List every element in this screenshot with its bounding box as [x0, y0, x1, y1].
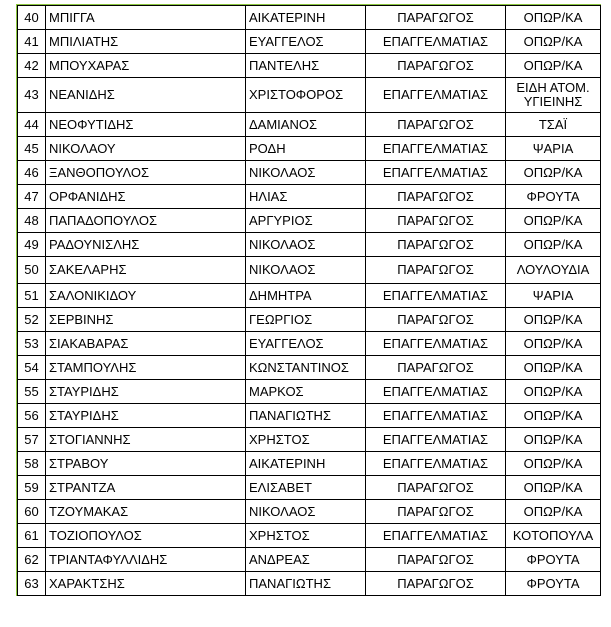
- category-cell: ΠΑΡΑΓΩΓΟΣ: [366, 6, 506, 30]
- surname-cell: ΟΡΦΑΝΙΔΗΣ: [46, 185, 246, 209]
- product-cell: ΨΑΡΙΑ: [506, 284, 601, 308]
- product-cell: ΟΠΩΡ/ΚΑ: [506, 209, 601, 233]
- product-line: ΕΙΔΗ ΑΤΟΜ.: [516, 80, 590, 95]
- category-cell: ΕΠΑΓΓΕΛΜΑΤΙΑΣ: [366, 30, 506, 54]
- table-row: [18, 428, 601, 452]
- row-number-cell: 41: [18, 30, 46, 54]
- table-row: [18, 308, 601, 332]
- product-cell: ΟΠΩΡ/ΚΑ: [506, 476, 601, 500]
- category-cell: ΕΠΑΓΓΕΛΜΑΤΙΑΣ: [366, 380, 506, 404]
- row-number-cell: 44: [18, 113, 46, 137]
- category-cell: ΠΑΡΑΓΩΓΟΣ: [366, 548, 506, 572]
- surname-cell: ΣΤΡΑΝΤΖΑ: [46, 476, 246, 500]
- first-name-cell: ΔΑΜΙΑΝΟΣ: [246, 113, 366, 137]
- table-row: [18, 233, 601, 257]
- row-number-cell: 61: [18, 524, 46, 548]
- product-cell: ΟΠΩΡ/ΚΑ: [506, 356, 601, 380]
- first-name-cell: ΓΕΩΡΓΙΟΣ: [246, 308, 366, 332]
- first-name-cell: ΧΡΙΣΤΟΦΟΡΟΣ: [246, 78, 366, 113]
- first-name-cell: ΝΙΚΟΛΑΟΣ: [246, 500, 366, 524]
- surname-cell: ΤΖΟΥΜΑΚΑΣ: [46, 500, 246, 524]
- row-number-cell: 57: [18, 428, 46, 452]
- category-cell: ΕΠΑΓΓΕΛΜΑΤΙΑΣ: [366, 332, 506, 356]
- surname-cell: ΠΑΠΑΔΟΠΟΥΛΟΣ: [46, 209, 246, 233]
- row-number-cell: 48: [18, 209, 46, 233]
- surname-cell: ΣΤΟΓΙΑΝΝΗΣ: [46, 428, 246, 452]
- category-cell: ΠΑΡΑΓΩΓΟΣ: [366, 113, 506, 137]
- table-row: [18, 476, 601, 500]
- row-number-cell: 46: [18, 161, 46, 185]
- product-cell: ΟΠΩΡ/ΚΑ: [506, 452, 601, 476]
- product-cell: ΟΠΩΡ/ΚΑ: [506, 404, 601, 428]
- product-cell: ΟΠΩΡ/ΚΑ: [506, 54, 601, 78]
- table-row: [18, 284, 601, 308]
- row-number-cell: 54: [18, 356, 46, 380]
- product-cell: ΟΠΩΡ/ΚΑ: [506, 380, 601, 404]
- first-name-cell: ΑΙΚΑΤΕΡΙΝΗ: [246, 6, 366, 30]
- first-name-cell: ΔΗΜΗΤΡΑ: [246, 284, 366, 308]
- surname-cell: ΝΙΚΟΛΑΟΥ: [46, 137, 246, 161]
- surname-cell: ΤΡΙΑΝΤΑΦΥΛΛΙΔΗΣ: [46, 548, 246, 572]
- row-number-cell: 49: [18, 233, 46, 257]
- first-name-cell: ΑΝΔΡΕΑΣ: [246, 548, 366, 572]
- table-row: [18, 257, 601, 284]
- table-row: [18, 356, 601, 380]
- row-number-cell: 42: [18, 54, 46, 78]
- table-row: [18, 452, 601, 476]
- first-name-cell: ΠΑΝΑΓΙΩΤΗΣ: [246, 572, 366, 596]
- table-row: [18, 548, 601, 572]
- first-name-cell: ΧΡΗΣΤΟΣ: [246, 428, 366, 452]
- category-cell: ΠΑΡΑΓΩΓΟΣ: [366, 257, 506, 284]
- product-cell: [506, 78, 601, 113]
- category-cell: ΠΑΡΑΓΩΓΟΣ: [366, 308, 506, 332]
- first-name-cell: ΝΙΚΟΛΑΟΣ: [246, 257, 366, 284]
- category-cell: ΕΠΑΓΓΕΛΜΑΤΙΑΣ: [366, 284, 506, 308]
- surname-cell: ΞΑΝΘΟΠΟΥΛΟΣ: [46, 161, 246, 185]
- product-cell: ΟΠΩΡ/ΚΑ: [506, 428, 601, 452]
- category-cell: ΠΑΡΑΓΩΓΟΣ: [366, 572, 506, 596]
- product-cell: ΟΠΩΡ/ΚΑ: [506, 6, 601, 30]
- first-name-cell: ΠΑΝΤΕΛΗΣ: [246, 54, 366, 78]
- first-name-cell: ΑΡΓΥΡΙΟΣ: [246, 209, 366, 233]
- row-number-cell: 56: [18, 404, 46, 428]
- first-name-cell: ΕΥΑΓΓΕΛΟΣ: [246, 30, 366, 54]
- table-row: [18, 500, 601, 524]
- first-name-cell: ΝΙΚΟΛΑΟΣ: [246, 161, 366, 185]
- row-number-cell: 62: [18, 548, 46, 572]
- table-frame: [16, 4, 601, 596]
- row-number-cell: 47: [18, 185, 46, 209]
- row-number-cell: 50: [18, 257, 46, 284]
- row-number-cell: 58: [18, 452, 46, 476]
- table-row: [18, 524, 601, 548]
- product-line: ΥΓΙΕΙΝΗΣ: [523, 94, 583, 109]
- product-cell: ΟΠΩΡ/ΚΑ: [506, 308, 601, 332]
- table-row: [18, 209, 601, 233]
- table-row: [18, 113, 601, 137]
- surname-cell: ΜΠΙΓΓΑ: [46, 6, 246, 30]
- table-row: [18, 78, 601, 113]
- first-name-cell: ΡΟΔΗ: [246, 137, 366, 161]
- table-row: [18, 6, 601, 30]
- surname-cell: ΣΤΡΑΒΟΥ: [46, 452, 246, 476]
- table-row: [18, 380, 601, 404]
- product-cell: ΟΠΩΡ/ΚΑ: [506, 30, 601, 54]
- product-cell: ΦΡΟΥΤΑ: [506, 572, 601, 596]
- product-cell: ΦΡΟΥΤΑ: [506, 185, 601, 209]
- category-cell: ΠΑΡΑΓΩΓΟΣ: [366, 233, 506, 257]
- first-name-cell: ΜΑΡΚΟΣ: [246, 380, 366, 404]
- row-number-cell: 40: [18, 6, 46, 30]
- surname-cell: ΣΕΡΒΙΝΗΣ: [46, 308, 246, 332]
- first-name-cell: ΚΩΝΣΤΑΝΤΙΝΟΣ: [246, 356, 366, 380]
- surname-cell: ΣΙΑΚΑΒΑΡΑΣ: [46, 332, 246, 356]
- first-name-cell: ΑΙΚΑΤΕΡΙΝΗ: [246, 452, 366, 476]
- surname-cell: ΧΑΡΑΚΤΣΗΣ: [46, 572, 246, 596]
- vendor-table-body: [18, 6, 601, 596]
- row-number-cell: 52: [18, 308, 46, 332]
- category-cell: ΕΠΑΓΓΕΛΜΑΤΙΑΣ: [366, 428, 506, 452]
- row-number-cell: 43: [18, 78, 46, 113]
- category-cell: ΕΠΑΓΓΕΛΜΑΤΙΑΣ: [366, 78, 506, 113]
- product-cell: ΛΟΥΛΟΥΔΙΑ: [506, 257, 601, 284]
- row-number-cell: 51: [18, 284, 46, 308]
- surname-cell: ΣΑΚΕΛΑΡΗΣ: [46, 257, 246, 284]
- first-name-cell: ΠΑΝΑΓΙΩΤΗΣ: [246, 404, 366, 428]
- row-number-cell: 63: [18, 572, 46, 596]
- table-row: [18, 332, 601, 356]
- row-number-cell: 59: [18, 476, 46, 500]
- category-cell: ΠΑΡΑΓΩΓΟΣ: [366, 185, 506, 209]
- category-cell: ΕΠΑΓΓΕΛΜΑΤΙΑΣ: [366, 524, 506, 548]
- product-cell: ΦΡΟΥΤΑ: [506, 548, 601, 572]
- category-cell: ΕΠΑΓΓΕΛΜΑΤΙΑΣ: [366, 452, 506, 476]
- category-cell: ΠΑΡΑΓΩΓΟΣ: [366, 54, 506, 78]
- row-number-cell: 53: [18, 332, 46, 356]
- surname-cell: ΣΑΛΟΝΙΚΙΔΟΥ: [46, 284, 246, 308]
- table-row: [18, 404, 601, 428]
- row-number-cell: 60: [18, 500, 46, 524]
- product-cell: ΚΟΤΟΠΟΥΛΑ: [506, 524, 601, 548]
- category-cell: ΠΑΡΑΓΩΓΟΣ: [366, 356, 506, 380]
- row-number-cell: 45: [18, 137, 46, 161]
- table-row: [18, 54, 601, 78]
- table-row: [18, 572, 601, 596]
- first-name-cell: ΕΛΙΣΑΒΕΤ: [246, 476, 366, 500]
- product-cell: ΨΑΡΙΑ: [506, 137, 601, 161]
- category-cell: ΠΑΡΑΓΩΓΟΣ: [366, 476, 506, 500]
- category-cell: ΕΠΑΓΓΕΛΜΑΤΙΑΣ: [366, 161, 506, 185]
- surname-cell: ΜΠΟΥΧΑΡΑΣ: [46, 54, 246, 78]
- surname-cell: ΣΤΑΥΡΙΔΗΣ: [46, 404, 246, 428]
- product-cell: ΤΣΑΪ: [506, 113, 601, 137]
- vendor-table: [17, 5, 601, 596]
- category-cell: ΕΠΑΓΓΕΛΜΑΤΙΑΣ: [366, 404, 506, 428]
- first-name-cell: ΕΥΑΓΓΕΛΟΣ: [246, 332, 366, 356]
- product-cell: ΟΠΩΡ/ΚΑ: [506, 332, 601, 356]
- product-cell: ΟΠΩΡ/ΚΑ: [506, 500, 601, 524]
- surname-cell: ΡΑΔΟΥΝΙΣΛΗΣ: [46, 233, 246, 257]
- surname-cell: ΣΤΑΥΡΙΔΗΣ: [46, 380, 246, 404]
- table-row: [18, 185, 601, 209]
- surname-cell: ΣΤΑΜΠΟΥΛΗΣ: [46, 356, 246, 380]
- first-name-cell: ΝΙΚΟΛΑΟΣ: [246, 233, 366, 257]
- surname-cell: ΤΟΖΙΟΠΟΥΛΟΣ: [46, 524, 246, 548]
- first-name-cell: ΗΛΙΑΣ: [246, 185, 366, 209]
- category-cell: ΕΠΑΓΓΕΛΜΑΤΙΑΣ: [366, 137, 506, 161]
- table-row: [18, 137, 601, 161]
- category-cell: ΠΑΡΑΓΩΓΟΣ: [366, 209, 506, 233]
- surname-cell: ΝΕΟΦΥΤΙΔΗΣ: [46, 113, 246, 137]
- table-row: [18, 161, 601, 185]
- surname-cell: ΜΠΙΛΙΑΤΗΣ: [46, 30, 246, 54]
- row-number-cell: 55: [18, 380, 46, 404]
- table-row: [18, 30, 601, 54]
- category-cell: ΠΑΡΑΓΩΓΟΣ: [366, 500, 506, 524]
- surname-cell: ΝΕΑΝΙΔΗΣ: [46, 78, 246, 113]
- product-cell: ΟΠΩΡ/ΚΑ: [506, 233, 601, 257]
- product-cell: ΟΠΩΡ/ΚΑ: [506, 161, 601, 185]
- first-name-cell: ΧΡΗΣΤΟΣ: [246, 524, 366, 548]
